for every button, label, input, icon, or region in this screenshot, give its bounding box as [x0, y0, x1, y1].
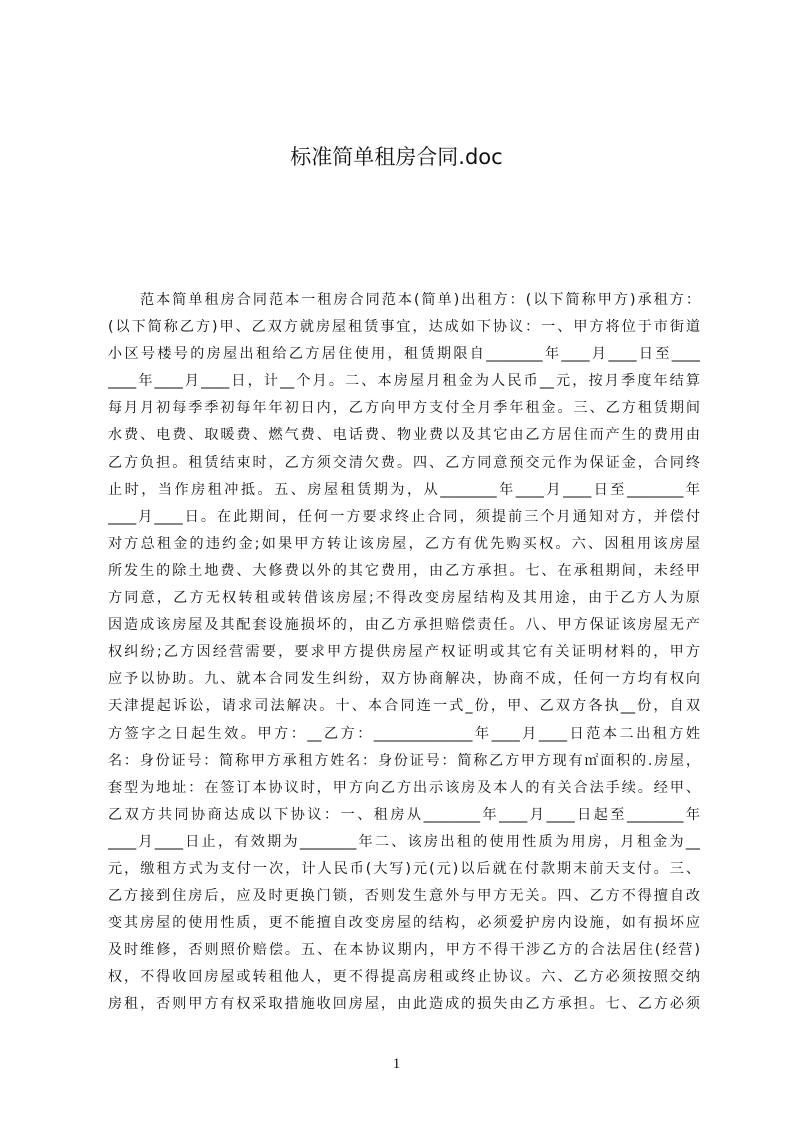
body-line: 所发生的除土地费、大修费以外的其它费用，由乙方承担。七、在承租期间，未经甲: [108, 562, 700, 579]
body-line: 每月月初每季季初每年年初日内，乙方向甲方支付全月季年租金。三、乙方租赁期间: [108, 400, 700, 417]
body-line: 小区号楼号的房屋出租给乙方居住使用，租赁期限自________年____月____日至____: [108, 346, 700, 363]
body-line: 房租，否则甲方有权采取措施收回房屋，由此造成的损失由乙方承担。七、乙方必须: [108, 996, 700, 1013]
body-line: 天津提起诉讼，请求司法解决。十、本合同连一式_份，甲、乙双方各执__份，自双: [108, 698, 700, 715]
body-line: 水费、电费、取暖费、燃气费、电话费、物业费以及其它由乙方居住而产生的费用由: [108, 427, 700, 444]
body-line: 对方总租金的违约金;如果甲方转让该房屋，乙方有优先购买权。六、因租用该房屋: [108, 535, 700, 552]
body-line: ____年____月____日，计__个月。二、本房屋月租金为人民币__元，按月季度年结算: [108, 373, 700, 390]
body-line: 权纠纷;乙方因经营需要，要求甲方提供房屋产权证明或其它有关证明材料的，甲方: [108, 644, 700, 661]
contract-body: [108, 287, 700, 1027]
body-line: 权，不得收回房屋或转租他人，更不得提高房租或终止协议。六、乙方必须按照交纳: [108, 969, 700, 986]
page-number: 1: [392, 1056, 401, 1072]
body-line: ____月____日。在此期间，任何一方要求终止合同，须提前三个月通知对方，并偿付: [108, 508, 700, 525]
body-line: 范本简单租房合同范本一租房合同范本(简单)出租方：(以下简称甲方)承租方：: [140, 292, 700, 308]
body-line: 乙方接到住房后，应及时更换门锁，否则发生意外与甲方无关。四、乙方不得擅自改: [108, 888, 700, 905]
body-line: 应予以协助。九、就本合同发生纠纷，双方协商解决，协商不成，任何一方均有权向: [108, 671, 700, 688]
body-line: 套型为地址：在签订本协议时，甲方向乙方出示该房及本人的有关合法手续。经甲、: [108, 779, 700, 796]
body-line: 变其房屋的使用性质，更不能擅自改变房屋的结构，必须爱护房内设施，如有损坏应: [108, 915, 700, 932]
document-title: 标准简单租房合同.doc: [290, 145, 503, 169]
body-line: 方同意，乙方无权转租或转借该房屋;不得改变房屋结构及其用途，由于乙方人为原: [108, 590, 700, 607]
body-line: (以下简称乙方)甲、乙双方就房屋租赁事宜，达成如下协议：一、甲方将位于市街道: [108, 319, 700, 336]
body-line: 乙双方共同协商达成以下协议：一、租房从________年____月____日起至________年: [108, 806, 700, 823]
body-line: 方签字之日起生效。甲方：__乙方：______________年____月____日范本二出租方姓: [108, 725, 700, 742]
body-line: ____月____日止，有效期为________年二、该房出租的使用性质为用房，月租金为__: [108, 833, 700, 850]
body-line: 元，缴租方式为支付一次，计人民币(大写)元(元)以后就在付款期末前天支付。三、: [108, 860, 700, 877]
body-line: 止时，当作房租冲抵。五、房屋租赁期为，从________年____月____日至________年: [108, 481, 700, 498]
body-line: 因造成该房屋及其配套设施损坏的，由乙方承担赔偿责任。八、甲方保证该房屋无产: [108, 617, 700, 634]
body-line: 及时维修，否则照价赔偿。五、在本协议期内，甲方不得干涉乙方的合法居住(经营): [108, 942, 700, 959]
body-line: 乙方负担。租赁结束时，乙方须交清欠费。四、乙方同意预交元作为保证金，合同终: [108, 454, 700, 471]
body-line: 名：身份证号：简称甲方承租方姓名：身份证号：简称乙方甲方现有㎡面积的.房屋，: [108, 752, 700, 769]
